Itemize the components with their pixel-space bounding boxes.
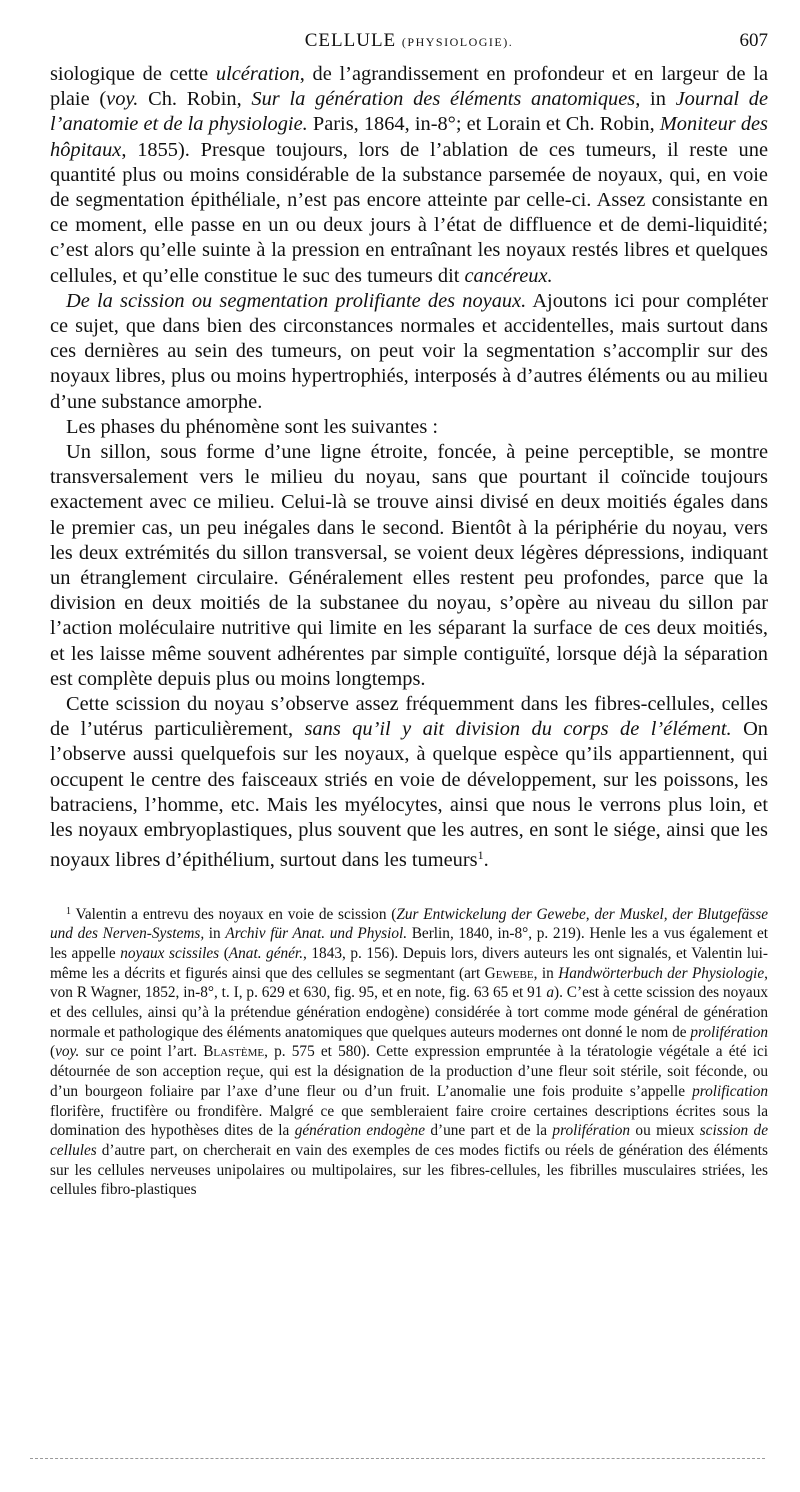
main-text xyxy=(50,62,768,874)
page xyxy=(50,30,768,1200)
paragraph-5: Cette scission du noyau s’observe assez fréquemment dans les fibres-cellules, celles de l’utérus particulièrement, sans qu’il y ait division du corps de l’élément. On l’observe aussi quelquefois sur les noyaux, à quelque espèce qu’ils appartiennent, qui occupent le centre des faisceaux striés en voie de développement, sur les poissons, les batraciens, l’homme, etc. Mais les myélocytes, ainsi que nous le verrons plus loin, et les noyaux embryoplastiques, plus souvent que les autres, en sont le siége, ainsi que les noyaux libres d’épithélium, surtout dans les tumeurs$^1$. xyxy=(50,693,768,872)
paragraph-2: De la scission ou segmentation prolifiante des noyaux. Ajoutons ici pour compléter ce sujet, que dans bien des circonstances normales et accidentelles, mais surtout dans ces dernières au sein des tumeurs, on peut voir la segmentation s’accomplir sur des noyaux libres, plus ou moins hypertrophiés, interposés à d’autres éléments ou au milieu d’une substance amorphe. xyxy=(50,289,768,413)
footnote-text: $^1$ Valentin a entrevu des noyaux en voie de scission (Zur Entwickelung der Gewebe, der Muskel, der Blutgefässe und des Nerven-Systems, in Archiv für Anat. und Physiol. Berlin, 1840, in-8°, p. 219). Henle les a vus également et les appelle noyaux scissiles (Anat. génér., 1843, p. 156). Depuis lors, divers auteurs les ont signalés, et Valentin lui-même les a décrits et figurés ainsi que des cellules se segmentant (art Gewebe, in Handwörterbuch der Physiologie, von R Wagner, 1852, in-8°, t. I, p. 629 et 630, fig. 95, et en note, fig. 63 65 et 91 a). C’est à cette scission des noyaux et des cellules, ainsi qu’à la prétendue génération endogène) considérée à tort comme mode général de génération normale et pathologique des éléments anatomiques que quelques auteurs modernes ont donné le nom de prolifération (voy. sur ce point l’art. Blastème, p. 575 et 580). Cette expression empruntée à la tératologie végétale a été ici détournée de son acception reçue, qui est la désignation de la production d’une fleur soit stérile, soit féconde, ou d’un bourgeon foliaire par l’axe d’une fleur ou d’un fruit. L’anomalie une fois produite s’appelle prolification florifère, fructifère ou frondifère. Malgré ce que sembleraient faire croire certaines descriptions écrites sous la domination des hypothèses dites de la génération endogène d’une part et de la prolifération ou mieux scission de cellules d’autre part, on chercherait en vain des exemples de ces modes fictifs ou réels de génération des éléments sur les cellules nerveuses unipolaires ou multipolaires, sur les fibres-cellules, les fibrilles musculaires striées, les cellules fibro-plastiques xyxy=(50,905,769,1199)
bottom-scan-rule xyxy=(30,1458,765,1459)
footnote-mark: 1 xyxy=(66,905,71,917)
paragraph-1: siologique de cette ulcération, de l’agrandissement en profondeur et en largeur de la plaie (voy. Ch. Robin, Sur la génération des éléments anatomiques, in Journal de l’anatomie et de la physiologie. Paris, 1864, in-8°; et Lorain et Ch. Robin, Moniteur des hôpitaux, 1855). Presque toujours, lors de l’ablation de ces tumeurs, il reste une quantité plus ou moins considérable de la substance parsemée de noyaux, qui, en voie de segmentation épithéliale, n’est pas encore atteinte par celle-ci. Assez consistante en ce moment, elle passe en un ou deux jours à l’état de diffluence et de demi-liquidité; c’est alors qu’elle suinte à la pression en entraînant les noyaux restés libres et quelques cellules, et qu’elle constitue le suc des tumeurs dit cancéreux. xyxy=(50,63,769,287)
footnote xyxy=(50,902,768,1201)
section-heading: De la scission ou segmentation prolifiante des noyaux. xyxy=(66,289,527,312)
running-header xyxy=(50,30,768,56)
paragraph-3: Les phases du phénomène sont les suivantes : xyxy=(66,415,439,438)
footnote-reference: 1 xyxy=(477,848,484,863)
header-title: CELLULE (PHYSIOLOGIE). xyxy=(304,30,514,51)
paragraph-4: Un sillon, sous forme d’une ligne étroite, foncée, à peine perceptible, se montre transversalement vers le milieu du noyau, sans que pourtant il coïncide toujours exactement avec ce milieu. Celui-là se trouve ainsi divisé en deux moitiés égales dans le premier cas, un peu inégales dans le second. Bientôt à la périphérie du noyau, vers les deux extrémités du sillon transversal, se voient deux légères dépressions, indiquant un étranglement circulaire. Généralement elles restent peu profondes, parce que la division en deux moitiés de la substanee du noyau, s’opère au niveau du sillon par l’action moléculaire nutritive qui limite en les séparant la surface de ces deux moitiés, et les laisse même souvent adhérentes par simple contiguïté, lorsque déjà la séparation est complète depuis plus ou moins longtemps. xyxy=(50,441,768,690)
page-number: 607 xyxy=(739,30,768,51)
